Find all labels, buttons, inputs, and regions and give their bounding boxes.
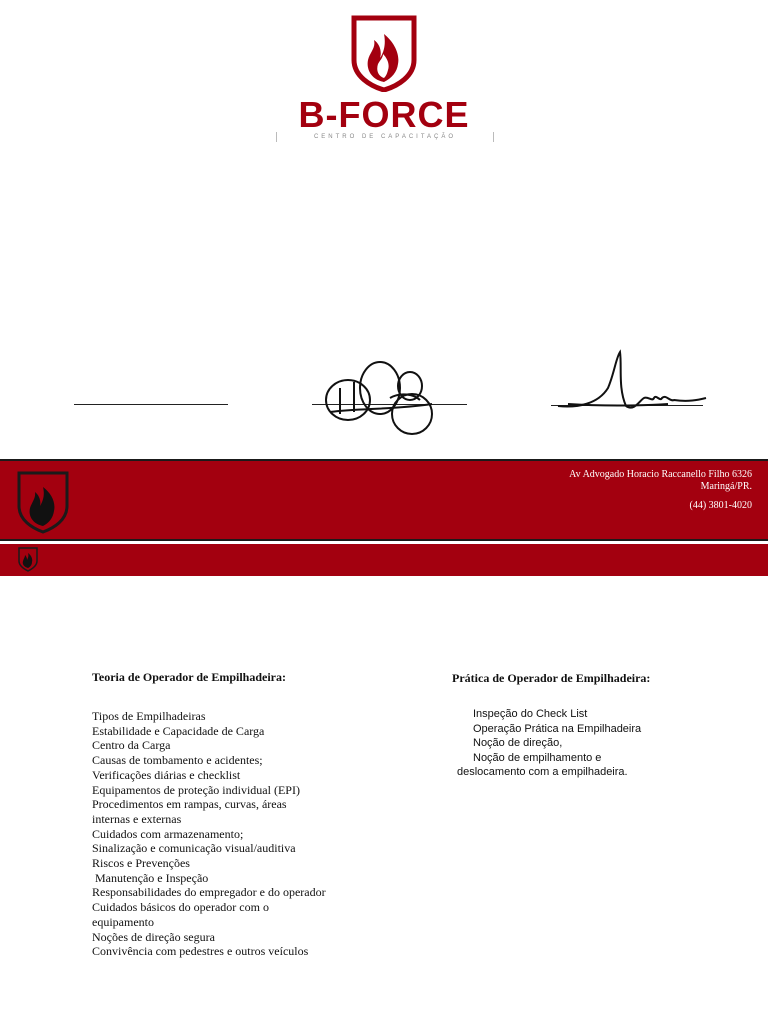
- list-item: internas e externas: [92, 811, 182, 826]
- list-item: Cuidados básicos do operador com o: [92, 900, 269, 915]
- signature-line-1: [74, 404, 228, 405]
- theory-list: [92, 709, 352, 959]
- list-item: Sinalização e comunicação visual/auditiva: [92, 841, 296, 856]
- theory-title: Teoria de Operador de Empilhadeira:: [92, 670, 287, 684]
- list-item: Verificações diárias e checklist: [92, 767, 241, 782]
- list-item: Riscos e Prevenções: [92, 856, 190, 871]
- address-line-2: Maringá/PR.: [700, 481, 752, 492]
- list-item: Estabilidade e Capacidade de Carga: [92, 723, 265, 738]
- signature-3: [548, 348, 710, 418]
- list-item: Procedimentos em rampas, curvas, áreas: [92, 797, 287, 812]
- practice-list: [457, 707, 717, 780]
- brand-logo-shield-icon: [350, 14, 418, 92]
- list-item: Manutenção e Inspeção: [92, 870, 209, 885]
- list-item: Tipos de Empilhadeiras: [92, 709, 206, 723]
- brand-tagline: CENTRO DE CAPACITAÇÃO: [276, 132, 494, 142]
- list-item: deslocamento com a empilhadeira.: [457, 766, 628, 779]
- list-item: Noção de empilhamento e: [473, 751, 602, 764]
- list-item: Operação Prática na Empilhadeira: [473, 722, 642, 735]
- list-item: Equipamentos de proteção individual (EPI): [92, 782, 300, 797]
- brand-name: B-FORCE: [298, 94, 470, 135]
- list-item: Inspeção do Check List: [473, 708, 588, 720]
- list-item: Noções de direção segura: [92, 929, 215, 944]
- address-line-1: Av Advogado Horacio Raccanello Filho 6326: [569, 469, 752, 480]
- list-item: Centro da Carga: [92, 738, 171, 753]
- list-item: equipamento: [92, 914, 154, 929]
- footer-phone: (44) 3801-4020: [689, 500, 752, 511]
- list-item: Convivência com pedestres e outros veículos: [92, 944, 309, 959]
- list-item: Noção de direção,: [473, 737, 563, 750]
- footer-address: [569, 469, 752, 493]
- list-item: Responsabilidades do empregador e do operador: [92, 885, 326, 900]
- practice-title: Prática de Operador de Empilhadeira:: [452, 671, 651, 685]
- signature-2: [310, 352, 460, 442]
- second-page-header-bar: [0, 544, 768, 576]
- list-item: Causas de tombamento e acidentes;: [92, 753, 263, 768]
- small-logo-shield-icon: [17, 546, 39, 572]
- list-item: Cuidados com armazenamento;: [92, 826, 244, 841]
- footer-logo-shield-icon: [16, 470, 70, 534]
